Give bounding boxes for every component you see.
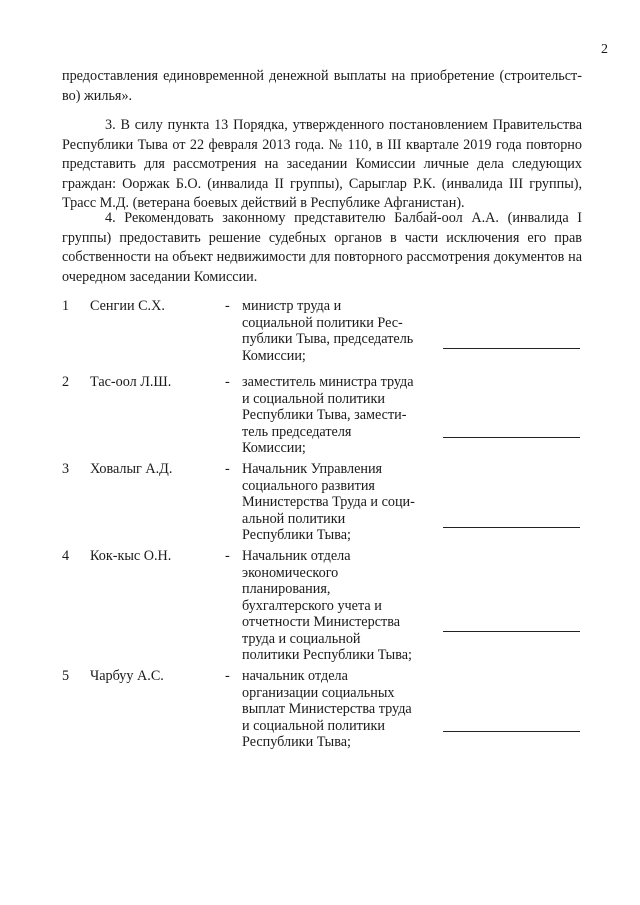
member-number: 2: [62, 374, 70, 390]
member-row: [62, 668, 602, 748]
member-number: 4: [62, 548, 70, 564]
member-role-line: бухгалтерского учета и: [242, 597, 382, 614]
member-role-line: и социальной политики: [242, 390, 385, 407]
member-role-line: альной политики: [242, 510, 346, 527]
member-role: [242, 668, 432, 751]
member-number: 5: [62, 668, 70, 684]
member-role: [242, 548, 432, 664]
member-dash: -: [225, 374, 230, 390]
paragraph-continuation: предоставления единовременной денежной выплаты на приобретение (строительст-во) жилья».: [62, 68, 582, 104]
signature-line: [443, 631, 580, 632]
signature-line: [443, 348, 580, 349]
member-row: [62, 298, 602, 374]
paragraph-item-3: 3. В силу пункта 13 Порядка, утвержденного постановлением Правительства Республики Тыва от 22 февраля 2013 года. № 110, в III квартале 2019 года повторно представить для рассмотрения на заседании Комиссии личные дела следующих граждан: Ооржак Б.О. (инвалида II группы), Сарыглар Р.К. (инвалида III группы), Трасс М.Д. (ветерана боевых действий в Республике Афганистан).: [62, 117, 582, 211]
member-role-line: и социальной политики: [242, 717, 385, 734]
member-role-line: планирования,: [242, 581, 331, 597]
member-name: Тас-оол Л.Ш.: [90, 374, 172, 390]
member-role-line: начальник отдела: [242, 668, 348, 684]
member-number: 1: [62, 298, 70, 314]
member-name: Ховалыг А.Д.: [90, 461, 173, 477]
member-role-line: отчетности Министерства: [242, 614, 401, 630]
member-role-line: социальной политики Рес-: [242, 314, 403, 331]
member-role: [242, 461, 432, 544]
member-row: [62, 461, 602, 548]
member-dash: -: [225, 298, 230, 314]
member-row: [62, 548, 602, 668]
member-role-line: Комиссии;: [242, 440, 306, 456]
member-row: [62, 374, 602, 461]
member-role-line: министр труда и: [242, 298, 342, 314]
member-role-line: социального развития: [242, 477, 375, 494]
commission-members-list: [62, 298, 602, 748]
member-role-line: тель председателя: [242, 423, 352, 440]
member-role-line: заместитель министра труда: [242, 374, 414, 390]
member-role-line: политики Республики Тыва;: [242, 647, 412, 663]
member-dash: -: [225, 548, 230, 564]
member-role: [242, 298, 432, 364]
signature-line: [443, 437, 580, 438]
member-role-line: организации социальных: [242, 684, 395, 701]
member-role-line: экономического: [242, 564, 339, 581]
member-role-line: выплат Министерства труда: [242, 701, 412, 717]
member-role: [242, 374, 432, 457]
member-role-line: Начальник Управления: [242, 461, 383, 477]
member-number: 3: [62, 461, 70, 477]
member-role-line: Республики Тыва, замести-: [242, 407, 407, 423]
paragraph-item-4: 4. Рекомендовать законному представителю Балбай-оол А.А. (инвалида I группы) предоставить решение судебных органов в части исключения его прав собственности на объект недвижимости для повторного рассмотрения документов на очередном заседании Комиссии.: [62, 210, 582, 285]
member-dash: -: [225, 668, 230, 684]
member-role-line: Комиссии;: [242, 347, 306, 364]
member-role-line: Министерства Труда и соци-: [242, 494, 415, 510]
member-name: Сенгии С.Х.: [90, 298, 165, 314]
member-role-line: труда и социальной: [242, 630, 361, 647]
member-name: Чарбуу А.С.: [90, 668, 164, 684]
member-role-line: Республики Тыва;: [242, 527, 351, 543]
member-role-line: публики Тыва, председатель: [242, 331, 414, 347]
member-role-line: Республики Тыва;: [242, 734, 351, 750]
member-dash: -: [225, 461, 230, 477]
page-number: 2: [601, 42, 608, 57]
signature-line: [443, 731, 580, 732]
member-name: Кок-кыс О.Н.: [90, 548, 172, 564]
member-role-line: Начальник отдела: [242, 548, 351, 564]
signature-line: [443, 527, 580, 528]
